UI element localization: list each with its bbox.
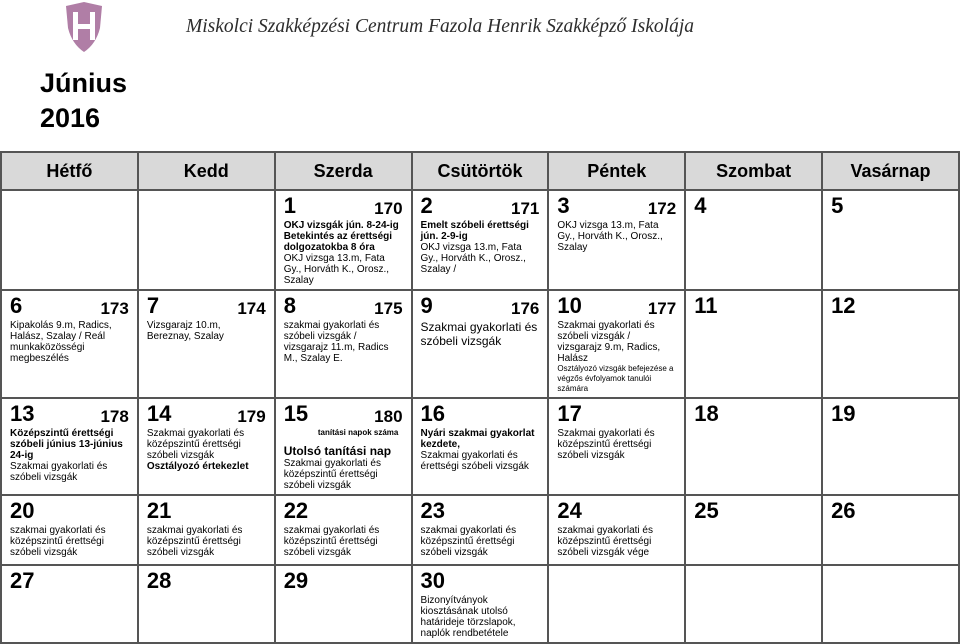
empty-day-cell (685, 565, 822, 643)
event-text: Osztályozó értekezlet (146, 461, 249, 472)
weekday-header: Szombat (685, 152, 822, 190)
day-number: 30 (420, 568, 446, 593)
weekday-header: Vasárnap (822, 152, 959, 190)
month-name: Június (40, 68, 128, 98)
day-cell (822, 495, 959, 565)
day-number: 3 (557, 193, 570, 218)
day-cell (275, 290, 412, 398)
day-cell (412, 290, 549, 398)
day-number: 27 (10, 568, 35, 593)
event-text: szakmai gyakorlati és szóbeli vizsgák / vizsgarajz 11.m, Radics M., Szalay E. (283, 320, 389, 364)
school-day-count: 178 (100, 407, 129, 426)
year: 2016 (40, 103, 101, 133)
empty-day-cell (822, 565, 959, 643)
day-number: 24 (557, 498, 582, 523)
day-cell (548, 398, 685, 495)
day-number: 21 (146, 498, 172, 523)
week-row (1, 565, 959, 643)
event-text: Vizsgarajz 10.m, Bereznay, Szalay (146, 320, 224, 342)
day-cell (685, 398, 822, 495)
day-number: 6 (10, 293, 23, 318)
school-day-count: 180 (374, 407, 403, 426)
event-text: OKJ vizsga 13.m, Fata Gy., Horváth K., Orosz., Szalay (283, 253, 390, 286)
day-cell (548, 495, 685, 565)
event-text: Osztályozó vizsgák befejezése a végzős évfolyamok tanulói számára (557, 364, 674, 393)
day-cell (822, 290, 959, 398)
event-text: Szakmai gyakorlati és középszintű érettségi szóbeli vizsgák (146, 428, 245, 461)
day-cell (822, 190, 959, 290)
weekday-header: Kedd (138, 152, 275, 190)
day-cell (412, 495, 549, 565)
weekday-header: Csütörtök (412, 152, 549, 190)
event-text: Szakmai gyakorlati és szóbeli vizsgák (10, 461, 108, 483)
day-number: 29 (283, 568, 309, 593)
school-day-count: 177 (647, 299, 677, 318)
school-name: Miskolci Szakképzési Centrum Fazola Henrik Szakképző Iskolája (186, 16, 694, 37)
day-number: 23 (420, 498, 446, 523)
event-text: Szakmai gyakorlati és középszintű érettségi szóbeli vizsgák (283, 458, 381, 491)
event-text: szakmai gyakorlati és középszintű érettségi szóbeli vizsgák (420, 525, 517, 558)
day-cell (685, 190, 822, 290)
day-cell (138, 290, 275, 398)
event-text: szakmai gyakorlati és középszintű érettségi szóbeli vizsgák (146, 525, 243, 558)
school-day-count: 173 (100, 299, 129, 318)
day-cell (1, 290, 138, 398)
day-number: 12 (831, 293, 856, 318)
event-text: Betekintés az érettségi dolgozatokba 8 óra (283, 231, 393, 253)
day-number: 1 (283, 193, 296, 218)
day-number: 5 (831, 193, 844, 218)
day-cell (275, 398, 412, 495)
day-cell (548, 190, 685, 290)
day-number: 19 (831, 401, 856, 426)
week-row (1, 190, 959, 290)
day-cell (412, 565, 549, 643)
day-number: 26 (831, 498, 856, 523)
school-day-count: 176 (511, 299, 540, 318)
day-number: 17 (557, 401, 582, 426)
event-text: Emelt szóbeli érettségi jún. 2-9-ig (420, 220, 529, 242)
day-cell (1, 398, 138, 495)
day-number: 13 (10, 401, 35, 426)
school-day-count: 175 (374, 299, 403, 318)
day-number: 7 (146, 293, 160, 318)
day-number: 14 (146, 401, 172, 426)
event-text: OKJ vizsga 13.m, Fata Gy., Horváth K., Orosz., Szalay (557, 220, 663, 253)
day-number: 22 (283, 498, 309, 523)
event-text: Bizonyítványok kiosztásának utolsó határideje törzslapok, naplók rendbetétele (420, 595, 516, 639)
day-number: 18 (694, 401, 719, 426)
day-number: 8 (283, 293, 296, 318)
school-day-count: 172 (647, 199, 677, 218)
event-text: Szakmai gyakorlati és középszintű érettségi szóbeli vizsgák (557, 428, 655, 461)
event-text: Kipakolás 9.m, Radics, Halász, Szalay / Reál munkaközösségi megbeszélés (10, 320, 112, 364)
event-text: szakmai gyakorlati és középszintű érettségi szóbeli vizsgák vége (557, 525, 653, 558)
event-text: szakmai gyakorlati és középszintű érettségi szóbeli vizsgák (10, 525, 106, 558)
event-text: Utolsó tanítási nap (283, 444, 392, 458)
event-text: OKJ vizsga 13.m, Fata Gy., Horváth K., Orosz., Szalay / (420, 242, 526, 275)
school-day-count: 170 (374, 199, 403, 218)
event-text: Nyári szakmai gyakorlat kezdete, (420, 428, 535, 450)
day-cell (138, 495, 275, 565)
school-day-count: 171 (511, 199, 540, 218)
weekday-header: Hétfő (1, 152, 138, 190)
day-number: 9 (420, 293, 433, 318)
day-cell (1, 495, 138, 565)
event-text: OKJ vizsgák jún. 8-24-ig (283, 220, 399, 231)
day-cell (138, 398, 275, 495)
day-cell (822, 398, 959, 495)
day-cell (275, 565, 412, 643)
day-number: 10 (557, 293, 582, 318)
day-cell (685, 290, 822, 398)
weekday-header-row (1, 152, 959, 190)
event-text: Középszintű érettségi szóbeli június 13-június 24-ig (10, 428, 123, 461)
empty-day-cell (548, 565, 685, 643)
day-number: 4 (694, 193, 707, 218)
day-number: 16 (420, 401, 446, 426)
day-cell (412, 398, 549, 495)
weekday-header: Szerda (275, 152, 412, 190)
school-day-count: 174 (237, 299, 266, 318)
event-text: Szakmai gyakorlati és érettségi szóbeli vizsgák (420, 450, 529, 472)
week-row (1, 495, 959, 565)
day-number: 2 (420, 193, 433, 218)
school-day-count-note: tanítási napok száma (317, 428, 399, 437)
day-number: 11 (694, 293, 718, 318)
event-text: Szakmai gyakorlati és szóbeli vizsgák (420, 320, 538, 348)
day-number: 15 (283, 401, 309, 426)
month-title (40, 66, 127, 136)
school-logo (60, 2, 108, 52)
day-cell (548, 290, 685, 398)
day-cell (685, 495, 822, 565)
day-number: 25 (694, 498, 719, 523)
week-row (1, 398, 959, 495)
day-cell (1, 565, 138, 643)
day-number: 28 (146, 568, 172, 593)
day-cell (275, 190, 412, 290)
weekday-header: Péntek (548, 152, 685, 190)
day-cell (412, 190, 549, 290)
day-cell (138, 565, 275, 643)
school-day-count: 179 (237, 407, 266, 426)
empty-day-cell (138, 190, 275, 290)
day-cell (275, 495, 412, 565)
event-text: szakmai gyakorlati és középszintű érettségi szóbeli vizsgák (283, 525, 380, 558)
week-row (1, 290, 959, 398)
event-text: Szakmai gyakorlati és szóbeli vizsgák / vizsgarajz 9.m, Radics, Halász (557, 320, 661, 364)
empty-day-cell (1, 190, 138, 290)
calendar-table (0, 151, 960, 644)
day-number: 20 (10, 498, 35, 523)
